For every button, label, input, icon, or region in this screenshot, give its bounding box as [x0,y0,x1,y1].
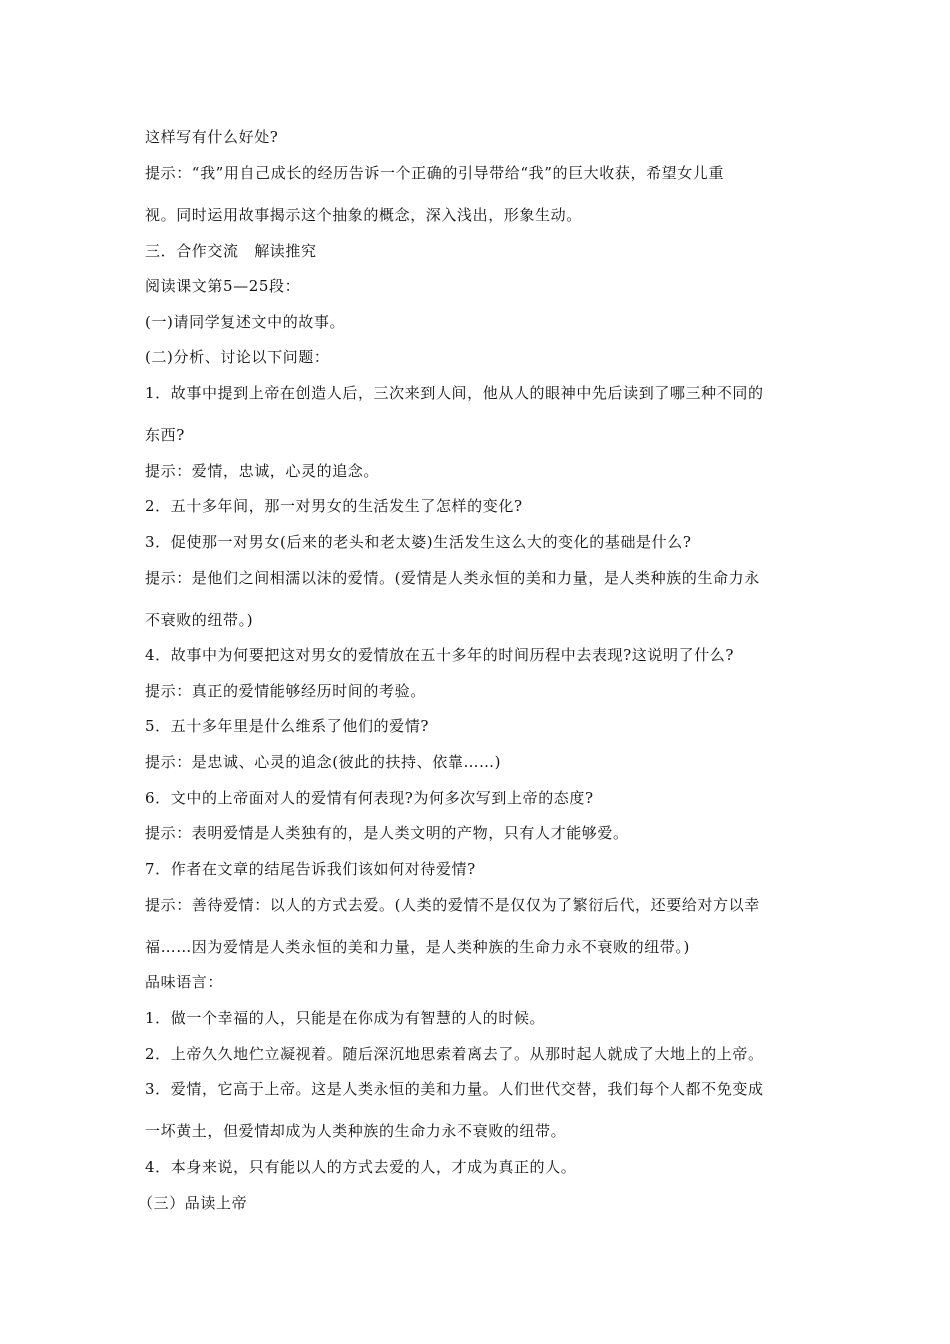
quote-line: 一坏黄土，但爱情却成为人类种族的生命力永不衰败的纽带。 [145,1122,567,1140]
question-line: 3．促使那一对男女(后来的老头和老太婆)生活发生这么大的变化的基础是什么? [145,533,692,551]
quote-line: 1．做一个幸福的人，只能是在你成为有智慧的人的时候。 [145,1009,546,1027]
section-heading: （三）品读上帝 [138,1194,248,1212]
text-line: (一)请同学复述文中的故事。 [145,313,346,331]
text-line: 视。同时运用故事揭示这个抽象的概念，深入浅出，形象生动。 [145,206,582,224]
hint-line: 提示：是忠诚、心灵的追念(彼此的扶持、依靠……) [145,753,502,771]
text-line: (二)分析、讨论以下问题： [145,348,330,366]
hint-line: 提示：表明爱情是人类独有的，是人类文明的产物，只有人才能够爱。 [145,824,629,842]
hint-line: 提示：爱情，忠诚，心灵的追念。 [145,462,380,480]
question-line: 5．五十多年里是什么维系了他们的爱情? [145,717,429,735]
question-line: 4．故事中为何要把这对男女的爱情放在五十多年的时间历程中去表现?这说明了什么? [145,646,735,664]
question-line: 东西? [145,426,185,444]
question-line: 2．五十多年间，那一对男女的生活发生了怎样的变化? [145,497,523,515]
text-line: 阅读课文第5—25段： [145,277,301,295]
question-line: 7．作者在文章的结尾告诉我们该如何对待爱情? [145,860,476,878]
hint-line: 不衰败的纽带。) [145,611,254,629]
question-line: 1．故事中提到上帝在创造人后，三次来到人间，他从人的眼神中先后读到了哪三种不同的 [145,384,764,402]
question-line: 6．文中的上帝面对人的爱情有何表现?为何多次写到上帝的态度? [145,789,594,807]
section-heading: 三．合作交流 解读推究 [145,242,317,260]
quote-line: 4．本身来说，只有能以人的方式去爱的人，才成为真正的人。 [145,1158,577,1176]
hint-line: 提示：善待爱情：以人的方式去爱。(人类的爱情不是仅仅为了繁衍后代，还要给对方以幸 [145,896,760,914]
section-heading: 品味语言： [145,973,224,991]
quote-line: 2．上帝久久地伫立凝视着。随后深沉地思索着离去了。从那时起人就成了大地上的上帝。 [145,1045,764,1063]
hint-line: 福……因为爱情是人类永恒的美和力量，是人类种族的生命力永不衰败的纽带。) [145,938,690,956]
text-line: 这样写有什么好处? [145,128,279,146]
text-line: 提示：“我”用自己成长的经历告诉一个正确的引导带给“我”的巨大收获，希望女儿重 [145,164,725,182]
quote-line: 3．爱情，它高于上帝。这是人类永恒的美和力量。人们世代交替，我们每个人都不免变成 [145,1080,764,1098]
hint-line: 提示：真正的爱情能够经历时间的考验。 [145,682,426,700]
hint-line: 提示：是他们之间相濡以沫的爱情。(爱情是人类永恒的美和力量，是人类种族的生命力永 [145,569,760,587]
